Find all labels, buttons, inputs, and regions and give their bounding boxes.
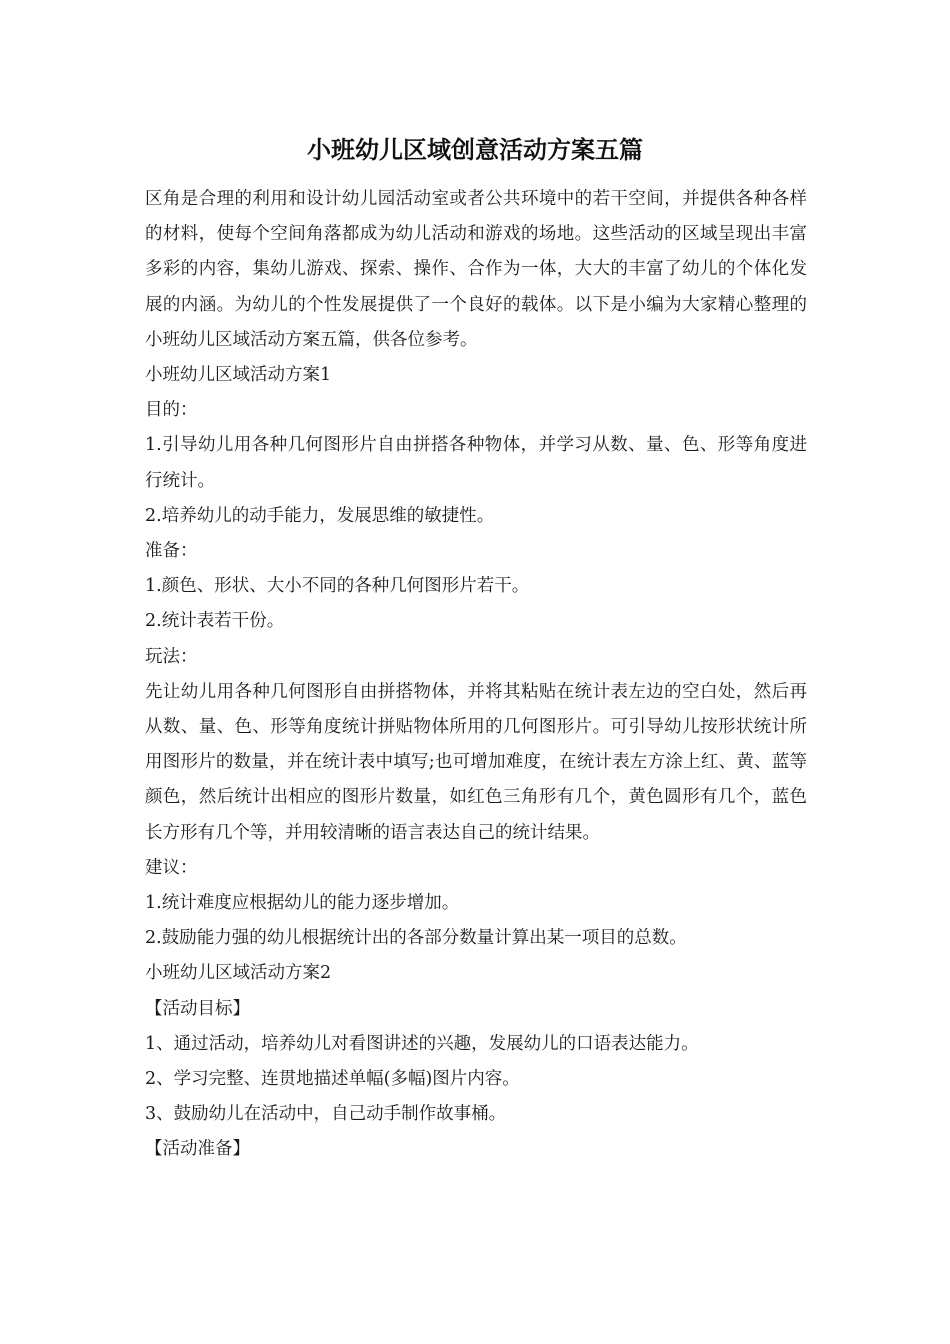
suggestion-item-2: 2.鼓励能力强的幼儿根据统计出的各部分数量计算出某一项目的总数。 <box>145 928 687 949</box>
section-heading-plan-2: 小班幼儿区域活动方案2 <box>145 963 332 984</box>
goal-item-2: 2、学习完整、连贯地描述单幅(多幅)图片内容。 <box>145 1069 520 1090</box>
purpose-item-2: 2.培养幼儿的动手能力，发展思维的敏捷性。 <box>145 505 495 526</box>
purpose-item-1: 1.引导幼儿用各种几何图形片自由拼搭各种物体，并学习从数、量、色、形等角度进行统计。 <box>145 435 807 491</box>
section-heading-plan-1: 小班幼儿区域活动方案1 <box>145 365 332 386</box>
preparation-item-1: 1.颜色、形状、大小不同的各种几何图形片若干。 <box>145 576 530 597</box>
gameplay-paragraph: 先让幼儿用各种几何图形自由拼搭物体，并将其粘贴在统计表左边的空白处，然后再从数、量、色、形等角度统计拼贴物体所用的几何图形片。可引导幼儿按形状统计所用图形片的数量，并在统计表中填写;也可增加难度，在统计表左方涂上红、黄、蓝等颜色，然后统计出相应的图形片数量，如红色三角形有几个，黄色圆形有几个，蓝色长方形有几个等，并用较清晰的语言表达自己的统计结果。 <box>145 681 807 843</box>
label-suggestions: 建议： <box>145 857 198 878</box>
preparation-item-2: 2.统计表若干份。 <box>145 611 285 632</box>
label-preparation: 准备： <box>145 541 198 562</box>
document-body <box>145 182 807 1168</box>
label-activity-goals: 【活动目标】 <box>145 998 250 1019</box>
suggestion-item-1: 1.统计难度应根据幼儿的能力逐步增加。 <box>145 893 460 914</box>
label-activity-preparation: 【活动准备】 <box>145 1139 250 1160</box>
document-title: 小班幼儿区域创意活动方案五篇 <box>307 135 643 164</box>
label-purpose: 目的： <box>145 400 198 421</box>
goal-item-1: 1、通过活动，培养幼儿对看图讲述的兴趣，发展幼儿的口语表达能力。 <box>145 1033 699 1054</box>
goal-item-3: 3、鼓励幼儿在活动中，自己动手制作故事桶。 <box>145 1104 507 1125</box>
label-gameplay: 玩法： <box>145 646 198 667</box>
intro-paragraph: 区角是合理的利用和设计幼儿园活动室或者公共环境中的若干空间，并提供各种各样的材料，使每个空间角落都成为幼儿活动和游戏的场地。这些活动的区域呈现出丰富多彩的内容，集幼儿游戏、探索、操作、合作为一体，大大的丰富了幼儿的个体化发展的内涵。为幼儿的个性发展提供了一个良好的载体。以下是小编为大家精心整理的小班幼儿区域活动方案五篇，供各位参考。 <box>145 189 807 350</box>
